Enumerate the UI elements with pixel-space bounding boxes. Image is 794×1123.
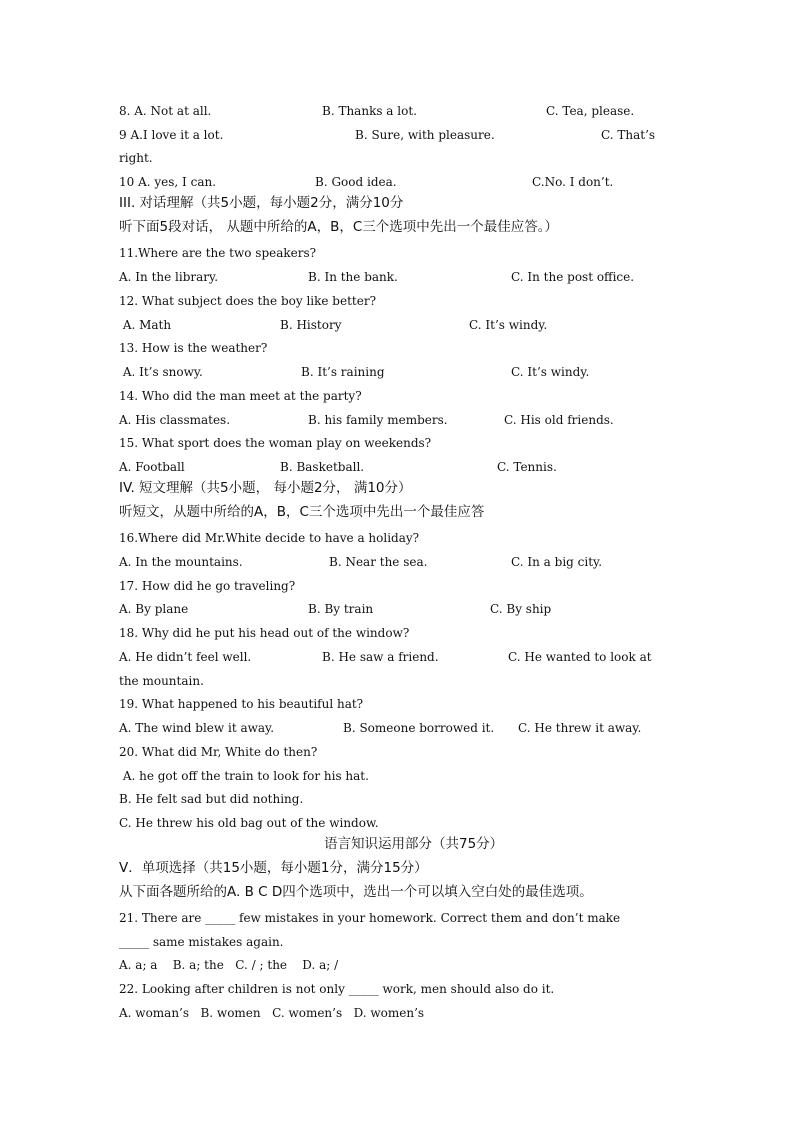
q15-option-b: B. Basketball. xyxy=(280,460,365,474)
section-iii-instruction: 听下面5段对话， 从题中所给的A，B，C三个选项中先出一个最佳应答。） xyxy=(119,219,559,235)
section-v-heading: V．单项选择（共15小题，每小题1分，满分15分） xyxy=(119,860,428,876)
q21-stem-continued: _____ same mistakes again. xyxy=(119,935,284,949)
q21-options: A. a; a B. a; the C. / ; the D. a; / xyxy=(119,958,339,972)
section-iii-heading: III. 对话理解（共5小题，每小题2分，满分10分 xyxy=(119,195,404,211)
q18-option-c: C. He wanted to look at xyxy=(508,650,652,664)
q9-option-c-continued: right. xyxy=(119,151,153,165)
q13-option-b: B. It’s raining xyxy=(301,365,385,379)
q17-option-a: A. By plane xyxy=(119,602,189,616)
q18-option-a: A. He didn’t feel well. xyxy=(119,650,252,664)
section-v-instruction: 从下面各题所给的A. B C D四个选项中，选出一个可以填入空白处的最佳选项。 xyxy=(119,884,593,900)
q13-option-a: A. It’s snowy. xyxy=(119,365,203,379)
q19-option-a: A. The wind blew it away. xyxy=(119,721,275,735)
q11-option-b: B. In the bank. xyxy=(308,270,398,284)
q15-option-a: A. Football xyxy=(119,460,185,474)
q14-stem: 14. Who did the man meet at the party? xyxy=(119,389,362,403)
q19-option-c: C. He threw it away. xyxy=(518,721,642,735)
q19-stem: 19. What happened to his beautiful hat? xyxy=(119,697,364,711)
q8-option-a: 8. A. Not at all. xyxy=(119,104,212,118)
q18-option-b: B. He saw a friend. xyxy=(322,650,439,664)
q11-option-a: A. In the library. xyxy=(119,270,219,284)
q12-option-a: A. Math xyxy=(119,318,172,332)
q20-option-c: C. He threw his old bag out of the window. xyxy=(119,816,379,830)
q22-options: A. woman’s B. women C. women’s D. women’s xyxy=(119,1006,425,1020)
q14-option-c: C. His old friends. xyxy=(504,413,614,427)
q9-option-a: 9 A.I love it a lot. xyxy=(119,128,224,142)
q17-stem: 17. How did he go traveling? xyxy=(119,579,296,593)
section-iv-heading: IV. 短文理解（共5小题， 每小题2分， 满10分） xyxy=(119,480,412,496)
section-iv-instruction: 听短文，从题中所给的A，B，C三个选项中先出一个最佳应答 xyxy=(119,504,485,520)
q12-option-c: C. It’s windy. xyxy=(469,318,548,332)
q16-option-a: A. In the mountains. xyxy=(119,555,243,569)
q19-option-b: B. Someone borrowed it. xyxy=(343,721,495,735)
q14-option-a: A. His classmates. xyxy=(119,413,231,427)
q11-option-c: C. In the post office. xyxy=(511,270,635,284)
q20-option-a: A. he got off the train to look for his hat. xyxy=(119,769,369,783)
q16-option-c: C. In a big city. xyxy=(511,555,603,569)
q10-option-a: 10 A. yes, I can. xyxy=(119,175,217,189)
q15-stem: 15. What sport does the woman play on weekends? xyxy=(119,436,432,450)
q18-stem: 18. Why did he put his head out of the window? xyxy=(119,626,410,640)
q21-stem: 21. There are _____ few mistakes in your homework. Correct them and don’t make xyxy=(119,911,621,925)
q10-option-b: B. Good idea. xyxy=(315,175,397,189)
q8-option-b: B. Thanks a lot. xyxy=(322,104,417,118)
q8-option-c: C. Tea, please. xyxy=(546,104,635,118)
q9-option-b: B. Sure, with pleasure. xyxy=(355,128,495,142)
q18-option-c-continued: the mountain. xyxy=(119,674,204,688)
q14-option-b: B. his family members. xyxy=(308,413,448,427)
q20-option-b: B. He felt sad but did nothing. xyxy=(119,792,304,806)
q15-option-c: C. Tennis. xyxy=(497,460,557,474)
q20-stem: 20. What did Mr, White do then? xyxy=(119,745,318,759)
q11-stem: 11.Where are the two speakers? xyxy=(119,246,317,260)
q17-option-b: B. By train xyxy=(308,602,374,616)
q9-option-c: C. That’s xyxy=(601,128,656,142)
q13-stem: 13. How is the weather? xyxy=(119,341,268,355)
q10-option-c: C.No. I don’t. xyxy=(532,175,614,189)
q16-stem: 16.Where did Mr.White decide to have a holiday? xyxy=(119,531,420,545)
q16-option-b: B. Near the sea. xyxy=(329,555,428,569)
q17-option-c: C. By ship xyxy=(490,602,552,616)
part-heading-language-knowledge: 语言知识运用部分（共75分） xyxy=(324,836,504,852)
q12-stem: 12. What subject does the boy like better? xyxy=(119,294,377,308)
q13-option-c: C. It’s windy. xyxy=(511,365,590,379)
q22-stem: 22. Looking after children is not only _____ work, men should also do it. xyxy=(119,982,555,996)
q12-option-b: B. History xyxy=(280,318,342,332)
